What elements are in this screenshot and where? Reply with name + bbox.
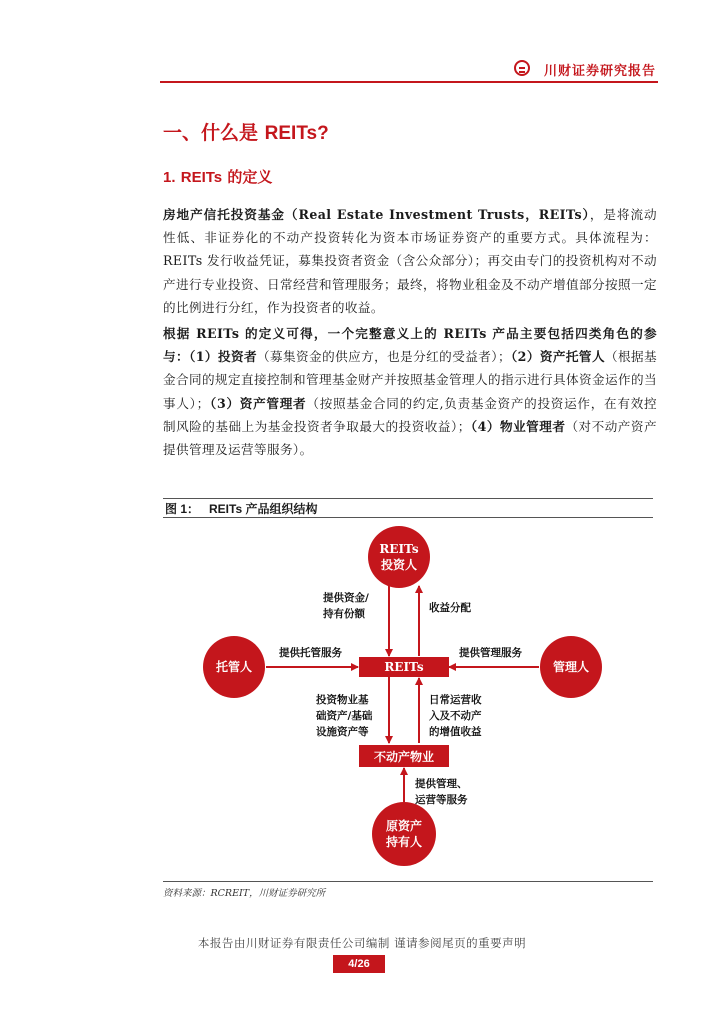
section-number: 一、什么是	[163, 122, 259, 144]
chuancai-logo-icon	[514, 60, 530, 76]
figure-title: REITs 产品组织结构	[209, 502, 318, 516]
section-title-latin: REITs?	[264, 123, 329, 144]
role2-desc: （根据基金合同的规定直接控制和管理基金财产并按照基金管理人的指示进行具体资金运作的当事人）；	[163, 349, 658, 411]
role3-name: 资产管理者	[239, 395, 307, 411]
node-owner-line2: 持有人	[385, 835, 422, 849]
figure-number: 图 1：	[165, 502, 200, 516]
role1-desc: （募集资金的供应方，也是分红的受益者）；	[257, 349, 511, 365]
node-property: 不动产物业	[359, 745, 449, 767]
paragraph2-lead: 根据 REITs 的定义可得，一个完整意义上的 REITs 产品主要包括四类角色的参与：	[163, 326, 657, 365]
label-custody-service: 提供托管服务	[279, 647, 342, 659]
label-invest	[316, 692, 372, 740]
label-provide-funds	[323, 590, 369, 622]
label-provide-funds-2: 持有份额	[323, 608, 365, 620]
node-reits-investor	[368, 526, 430, 588]
role1-number: （1）	[189, 349, 218, 365]
page-number: 4/26	[333, 955, 385, 973]
label-income-1: 日常运营收	[429, 694, 482, 706]
paragraph1-lead: 房地产信托投资基金（Real Estate Investment Trusts，REITs）	[163, 207, 590, 222]
reits-structure-diagram	[163, 522, 653, 874]
role1-name: 投资者	[217, 349, 257, 365]
role4-name: 物业管理者	[500, 418, 566, 434]
brand-name: 川财证券研究报告	[543, 64, 656, 79]
label-ops-1: 提供管理、	[415, 778, 468, 790]
figure-source: 资料来源：RCREIT，川财证券研究所	[163, 881, 653, 899]
figure-title-bar	[163, 498, 653, 518]
paragraph-reits-definition	[163, 203, 657, 319]
label-income-2: 入及不动产	[429, 710, 482, 722]
role4-number: （4）	[470, 418, 500, 434]
subsection-number: 1.	[163, 169, 176, 186]
label-income	[429, 692, 482, 740]
node-owner-line1: 原资产	[385, 819, 422, 833]
role4-desc: （对不动产资产提供管理及运营等服务）。	[163, 418, 657, 458]
label-invest-3: 设施资产等	[316, 726, 369, 738]
role2-name: 资产托管人	[539, 349, 605, 365]
section-title	[163, 118, 329, 145]
node-custodian: 托管人	[203, 636, 265, 698]
label-operations	[415, 776, 468, 808]
label-ops-2: 运营等服务	[415, 794, 468, 806]
subsection-title-latin: REITs	[180, 169, 223, 186]
label-invest-1: 投资物业基	[316, 694, 369, 706]
label-provide-funds-1: 提供资金/	[323, 592, 369, 604]
paragraph-reits-roles	[163, 322, 657, 461]
node-manager: 管理人	[540, 636, 602, 698]
subsection-title-cn: 的定义	[227, 168, 273, 186]
role2-number: （2）	[510, 349, 540, 365]
footer-disclaimer: 本报告由川财证券有限责任公司编制 谨请参阅尾页的重要声明	[197, 936, 527, 950]
label-dividend: 收益分配	[429, 602, 471, 614]
subsection-title	[163, 166, 272, 187]
label-income-3: 的增值收益	[429, 726, 482, 738]
role3-desc: （按照基金合同的约定,负责基金资产的投资运作，在有效控制风险的基础上为基金投资者争取最大的投资收益）；	[163, 395, 658, 434]
page-header	[160, 58, 658, 84]
node-reits: REITs	[359, 657, 449, 677]
node-investor-line2: 投资人	[380, 558, 417, 572]
header-rule	[160, 81, 658, 83]
node-investor-line1: REITs	[379, 542, 419, 556]
label-invest-2: 础资产/基础	[316, 710, 373, 722]
node-original-owner	[372, 802, 436, 866]
label-management-service: 提供管理服务	[459, 647, 522, 659]
paragraph1-body: ，是将流动性低、非证券化的不动产投资转化为资本市场证券资产的重要方式。具体流程为：REITs 发行收益凭证，募集投资者资金（含公众部分）；再交由专门的投资机构对不动产进行专业投资、日常经营和管理服务；最终，将物业租金及不动产增值部分按照一定的比例进行分红，作为投资者的收益。	[163, 207, 657, 315]
role3-number: （3）	[209, 395, 240, 411]
